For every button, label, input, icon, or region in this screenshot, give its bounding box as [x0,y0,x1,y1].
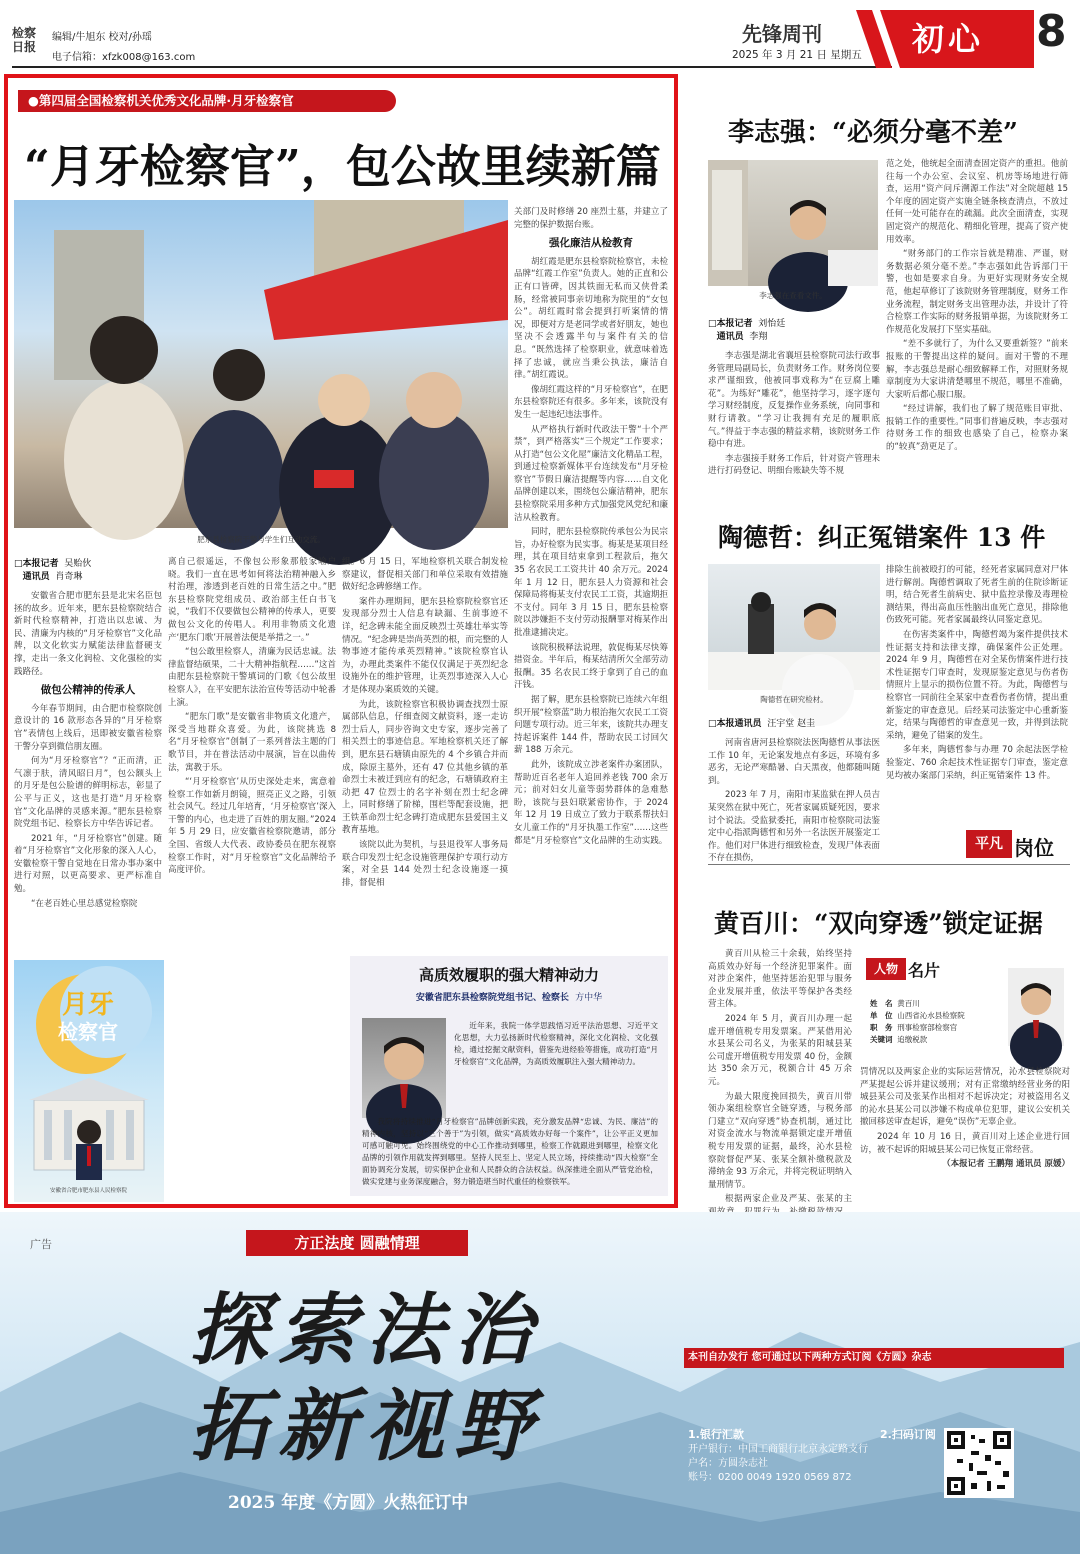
byline-label: □本报记者 [14,559,59,569]
paragraph: 何为“月牙检察官”？“正而清，正气凛于肤，清风昭日月”，包公额头上的月牙是包公脸谱的鲜明标志，彰显了公平与正义，这也是打造“月牙检察官”文化品牌的灵感来源。”肥东县检察院党组书记、检察长方中华告诉记者。 [14,756,162,830]
quote-title: 高质效履职的强大精神动力 [418,966,599,984]
paragraph: 从严格执行新时代政法干警“十个严禁”，到严格落实“三个规定”工作要求；从打造“包公文化屋”廉洁文化精品工程，到通过检察新媒体平台连续发布“月牙检察官”节假日廉洁提醒等内容……自文化品牌创建以来，围绕包公廉洁精神，肥东县检察院采用多种方式加强党风党纪和廉洁从检教育。 [514,424,668,523]
subheading: 做包公精神的传承人 [40,684,136,697]
page-header [0,0,1080,72]
tao-byline [708,718,880,731]
paragraph: 近年来，我院一体学思践悟习近平法治思想、习近平文化思想，大力弘扬新时代检察精神，深化文化润检、文化强检，通过挖掘文献资料，借鉴先进经验等措施，成功打造“月牙检察官”文化品牌，为高质效履职注入强大精神动力。 [454,1021,658,1066]
feature-photo-caption: 肥东县检察院干警与学生们互动交流。 [197,535,325,544]
paragraph: 安徽省合肥市肥东县是北宋名臣包拯的故乡。近年来，肥东县检察院结合新时代检察精神，打造出以忠诚、为民、清廉为内核的“月牙检察官”文化品牌，以文化软实力赋能法律监督硬支撑，走出一条文化润检、文化强检的实践路径。 [14,591,162,677]
quote-subtitle [350,990,668,1003]
paragraph: 2023 年 7 月，南阳市某监狱在押人员吉某突然在狱中死亡，死者家属质疑死因，要求讨个说法。受监狱委托，南阳市检察院司法鉴定中心指派陶德哲和另外一名法医开展鉴定工作。他们对尸体进行细致检查，发现尸体表面不存在损伤， [708,790,880,864]
ad-calligraphy-2: 拓新视野 [190,1381,543,1472]
card-title-text: 名片 [908,961,941,980]
byline-name: 肖奇琳 [55,572,83,582]
li-column-left [708,316,880,500]
feature-column-d [342,556,508,956]
card-value: 山西省沁水县检察院 [897,1011,965,1020]
subheading: 强化廉洁从检教育 [549,237,633,250]
li-column-right [886,158,1068,500]
byline-name: 李翔 [749,332,768,342]
byline-name: 刘怡廷 [758,319,786,329]
quote-author: 方中华 [575,993,603,1003]
moon-prosecutor-poster [14,960,164,1202]
paragraph: 河南省唐河县检察院法医陶德哲从事法医工作 10 年，无论案发地点有多远，环境有多恶劣，无论严寒酷暑、白天黑夜，他都随叫随到。 [708,738,880,786]
paragraph: 2021 年，“月牙检察官”创建。随着“月牙检察官”文化形象的深入人心，安徽检察干警自觉地在日常办事办案中进行对照，以更高要求、更严标准自勉。 [14,833,162,895]
poster-line1: 月牙 [62,990,115,1020]
tao-column-right [886,564,1068,826]
paragraph: 此外，该院成立涉老案件办案团队，帮助近百名老年人追回养老钱 700 余万元；前对妇女儿童等弱势群体的急难愁盼，该院与县妇联紧密协作，于 2024 年 12 月 19 日成立了致力于联系帮扶妇女儿童工作的“月牙执墨工作室”……这些都是“月牙检察官”文化品牌的生动实践。 [514,759,668,846]
byline-label: 通讯员 [22,572,50,582]
huang-column-right [860,1066,1070,1192]
card-row [870,1022,1010,1034]
feature-photo [14,200,508,528]
paragraph: 像胡红霞这样的“月牙检察官”，在肥东县检察院还有很多。多年来，该院没有发生一起违纪违法事件。 [514,384,668,420]
author-portrait [362,1018,446,1118]
ad-slogan-bar [246,1230,468,1256]
li-story-title: 李志强：“必须分毫不差” [728,118,1018,148]
bank-name: 开户银行：中国工商银行北京永定路支行 [688,1444,868,1455]
section-name: 先锋周刊 [742,22,822,46]
feature-column-a [514,206,668,966]
li-byline [708,318,880,344]
paragraph: 我院将持续推进“月牙检察官”品牌创新实践，充分激发品牌“忠诚、为民、廉洁”的精神内核，坚持以“三个善于”为引领，做实“高质效办好每一个案件”，让公平正义更加可感可触可见。始终围绕党的中心工作推动到哪里，检察工作就跟进到哪里，检察文化品牌的引领作用就发挥到哪里。坚持人民至上、坚定人民立场，持续推动“四大检察”全面协调充分发展，切实保护企业和人民群众的合法权益。纵深推进全面从严管党治检，做实党建与业务深度融合，努力锻造堪当时代重任的检察铁军。 [362,1117,658,1186]
poster-footer: 安徽省合肥市肥东县人民检察院 [50,1188,128,1194]
card-row [870,1034,1010,1046]
court-building-icon [14,1070,164,1202]
card-title-red: 人物 [866,958,906,980]
paragraph: 根据两家企业及严某、张某的主 [725,1194,852,1205]
paragraph: 在伤害类案件中，陶德哲竭为案件提供技术性证据支持和法律支撑，确保案件公正处理。2024 年 9 月，陶德哲在对全某伤情案件进行技术性证据专门审查时，发现原鉴定意见与伤者伤情照片上显示的损伤位置不符。为此，陶德哲与检察官一同前往全某家中查看伤者伤情，提出重新鉴定的审查意见。后经某司法鉴定中心重新鉴定，结果与陶德哲的审查意见一致，并得到法院采纳，避免了错案的发生。 [886,629,1068,741]
pingfan-tag-text: 岗位 [1014,836,1054,860]
card-value: 刑事检察部检察官 [897,1023,958,1032]
card-row [870,1010,1010,1022]
feature-column-c [168,556,336,956]
bottom-advertisement [0,1212,1080,1554]
ad-campaign: 2025 年度《方圆》火热征订中 [228,1493,469,1513]
paragraph: 该院以此为契机，与县退役军人事务局联合印发烈士纪念设施管理保护专项行动方案，对全县 144 处烈士纪念设施逐一摸排，督促相 [342,840,508,888]
feature-byline [14,558,162,584]
ad-tag: 广告 [30,1238,52,1251]
paragraph: 李志强是湖北省襄垣县检察院司法行政事务管理局副局长，负责财务工作。财务岗位要求严谨细致，他被同事戏称为“在豆腐上雕花”。为练好“雕花”，他坚持学习，逐字逐句学习财经制度，反复操作业务系统，向同事和财行请教。“学习让我拥有充足的履职底气。”得益于李志强的精益求精，该院财务工作稳中有进。 [708,351,880,450]
paragraph: 关部门及时修缮 20 座烈士墓，并建立了完整的保护数据台账。 [514,207,668,230]
paragraph: 2024 年 5 月，黄百川办理一起虚开增值税专用发票案。严某借用沁水县某公司名义，为张某的阳城县某公司虚开增值税专用发票 40 份，金额达 350 余万元，税额合计 45 万余元。 [708,1013,852,1087]
card-label: 职 务 [870,1023,893,1032]
paragraph: 多年来，陶德哲参与办理 70 余起法医学检验鉴定、760 余起技术性证据专门审查，鉴定意见均被办案部门采纳，纠正冤错案件 13 件。 [886,745,1068,781]
kicker-text: ●第四届全国检察机关优秀文化品牌·月牙检察官 [28,93,294,108]
paragraph: “在老百姓心里总感觉检察院 [31,898,138,909]
paragraph: 李志强接手财务工作后，针对资产管理未进行打码登记、明细台账缺失等不规 [708,453,880,477]
subscribe-head-bar [684,1348,1064,1368]
qr-code-icon[interactable] [944,1428,1014,1498]
paragraph: “财务部门的工作宗旨就是精准、严谨，财务数据必须分毫不差。”李志强如此告诉部门干警，也如是要求自身。为更好实现财务安全规范，他起草修订了该院财务管理制度，财务工作业务流程，制定财务支出管理办法，并设计了符合检察工作实际的财务报销单据，为该院财务工作规范化发展打下坚实基础。 [886,249,1068,335]
subscribe-head: 本刊自办发行 您可通过以下两种方式订阅《方圆》杂志 [688,1352,932,1363]
feature-kicker [18,90,396,112]
card-label: 姓 名 [870,999,893,1008]
quote-body-wide [362,1116,658,1192]
story-credit: （本报记者 王鹏翔 通讯员 原媛） [942,1159,1070,1170]
huang-column-left [708,948,852,1204]
card-row [870,998,1010,1010]
card-label: 关键词 [870,1035,893,1044]
pingfan-tag [966,828,1070,862]
editors-line: 编辑/牛旭东 校对/孙瑶 [52,32,152,43]
paragraph: “‘月牙检察官’从历史深处走来，寓意着检察工作如新月朗镜，照亮正义之路，引领社会风气。经过几年培育，‘月牙检察官’深入干警的内心，也走进了百姓的朋友圈。”2024 年 5 月 29 日，应安徽省检察院邀请，部分全国、省级人大代表、政协委员在肥东视察检察工作时，对“月牙检察官”文化品牌给予高度评价。 [168,777,336,876]
paragraph: 据了解，肥东县检察院已连续六年组织开展“检察蓝”助力根治拖欠农民工工资问题专项行动。近三年来，该院共办理支持起诉案件 144 件，帮助农民工讨回欠薪 188 万余元。 [514,694,668,756]
paragraph: 案件办理期间，肥东县检察院检察官还发现部分烈士人信息有缺漏、生前事迹不详，纪念碑未能全面反映烈士英雄壮举实等情况。“纪念碑是崇尚英烈的根，而完整的人物事迹才能传承英烈精神。”该院检察官认为，办理此类案件不能仅仅满足于英烈纪念设施外在的维护管理，让英烈事迹深入人心才是体现办案质效的关键。 [342,596,508,695]
pingfan-tag-red: 平凡 [966,830,1012,858]
paragraph: 该院积极释法说理，敦促梅某尽快筹措资金。半年后，梅某结清所欠全部劳动报酬。35 名农民工终于拿到了自己的血汗钱。 [514,642,668,691]
paragraph: 组。6 月 15 日，军地检察机关联合制发检察建议，督促相关部门和单位采取有效措施做好纪念碑修缮工作。 [342,557,508,593]
huang-portrait [1008,968,1064,1046]
card-value: 黄百川 [897,999,920,1008]
feature-column-b [14,556,162,956]
paragraph: “包公敢里检察人，清廉为民话忠诚。法律监督结硕果，二十大精神指航程……”这首由肥东县检察院干警填词的门歌《包公故里检察人》，在平安肥东法治宣传等活动中轮番上演。 [168,647,336,708]
paragraph: 范之处，他统起全面清查固定资产的重担。他前往每一个办公室、会议室、机房等场地进行筛查，运用“资产问斥溯源工作法”对全院超越 15 个年度的固定资产实施全链条核查清点，不放过任何一处可能存在的疏漏。此次全面清查，实现固定资产的规范化、精细化管理，提高了资产使用效率。 [886,159,1068,245]
paragraph: 排除生前被殴打的可能，经死者家属同意对尸体进行解剖。陶德哲调取了死者生前的住院诊断证明，结合死者生前病史、狱中监控录像及毒理检测结果，得出高血压性脑出血死亡意见，排除他伤致死可能。死者家属最终认同鉴定意见。 [886,565,1068,626]
huang-story-title: 黄百川：“双向穿透”锁定证据 [714,909,1043,938]
paragraph: 黄百川从检三十余载，始终坚持高质效办好每一个经济犯罪案件。面对涉企案件，他坚持惩治犯罪与服务企业发展并重，依法平等保护各类经营主体。 [708,949,852,1010]
li-photo [708,160,878,286]
byline-label: 通讯员 [716,332,744,342]
paragraph: 为最大限度挽回损失，黄百川带领办案组检察官全链穿透，与税务部门建立“双向穿透”协查机制，通过比对资金流水与物流单据锁定虚开增值税专用发票的证据，最终，沁水县检察院督促严某、张某全额补缴税款及滞纳金 93 万余元，并将完税证明纳入量刑情节。 [708,1091,852,1190]
feature-title: “月牙检察官”，包公故里续新篇 [24,140,661,193]
account-number: 账号：0200 0049 1920 0569 872 [688,1472,852,1483]
card-value: 追缴税款 [897,1035,928,1044]
byline-label: □本报记者 [708,319,753,329]
account-name: 户名：方圆杂志社 [688,1458,768,1469]
card-fields [870,998,1010,1046]
tao-column-left [708,716,880,902]
paragraph: 为此，该院检察官积极协调查找烈士原属部队信息，仔细查阅文献资料，逐一走访烈士后人，同步咨询文史专家，逐步完善了相关烈士的事迹信息。军地检察机关还了解到，肥东县石塘镇由原先的 4 个乡镇合并而成，除原主墓外，还有 47 位其他乡镇的革命烈士未被迁到应有的纪念，石塘镇政府主动把 47 位烈士的名字补刻在烈士纪念碑上，同时修缮了阶梯，围栏等配套设施，把王铁革命烈士纪念碑打造成肥东县爱国主义教育基地。 [342,699,508,836]
byline-name: 吴贻伙 [64,559,92,569]
paragraph: “肥东门歌”是安徽省非物质文化遗产，深受当地群众喜爱。为此，该院挑选 8 名“月牙检察官”创制了一系列普法主题的门歌节目，并在普法活动中展演，旨在以曲传法，寓教于乐。 [168,712,336,773]
ad-calligraphy-1: 探索法治 [190,1285,543,1376]
byline-label: □本报通讯员 [708,719,762,729]
paragraph: “经过讲解，我们也了解了规范账目审批、报销工作的重要性。”同事们普遍反映，李志强对待财务工作的细致也感染了自己，检察办案的“较真”劲更足了。 [886,404,1068,453]
poster-line2: 检察官 [58,1020,118,1044]
quote-position: 安徽省肥东县检察院党组书记、检察长 [415,993,569,1003]
newspaper-logo: 检察日报 [12,26,37,54]
subscribe-method-2: 2.扫码订阅 [880,1428,936,1441]
subscribe-method-1: 1.银行汇款 [688,1428,744,1441]
ad-slogan: 方正法度 圆融情理 [294,1234,420,1252]
paragraph: 罚情况以及两家企业的实际运营情况，沁水县检察院对严某提起公诉并建议缓刑；对有正常缴纳经营业务的阳城县某公司及张某作出相对不起诉决定；对被盗用名义的沁水县某公司以涉嫌不构成单位犯罪，建议公安机关撤回移送审查起诉，避免“误伤”无辜企业。 [860,1067,1070,1128]
column-name: 初心 [912,20,985,58]
byline-name: 汪宇堂 赵圭 [767,719,816,729]
right-divider [708,864,1070,865]
tao-photo-caption: 陶德哲在研究检材。 [760,695,828,704]
students-illustration [14,200,508,528]
quote-box [350,956,668,1196]
paragraph: 离自己很遥远，不像包公形象那般家喻户晓。我们一直在思考如何将法治精神融入乡村治理，渗透到老百姓的日常生活之中。”肥东县检察院党组成员、政治部主任白书飞说，“我们不仅要做包公精神的传承人，更要做包公文化的传唱人。利用非物质文化遗产‘肥东门歌’开展普法便是举措之一。” [168,557,336,643]
email-line: 电子信箱：xfzk008@163.com [52,52,196,63]
paragraph: “差不多就行了，为什么又要重新签？”前来报账的干警提出这样的疑问。面对干警的不理解，李志强总是耐心细致解释工作，对照财务规章制度为大家讲清楚哪里不规范，哪里不准确，大家听后都心服口服。 [886,339,1068,400]
page-number: 8 [1036,6,1067,57]
tao-story-title: 陶德哲：纠正冤错案件 13 件 [718,523,1046,552]
paragraph: 今年春节期间，由合肥市检察院创意设计的 16 款形态各异的“月牙检察官”表情包上线后，迅即被安徽省检察干警分享到微信朋友圈。 [14,703,162,752]
paragraph: 胡红霞是肥东县检察院检察官，未检品牌“红霞工作室”负责人。她的正直和公正有口皆碑，因其铁面无私而又侠骨柔肠，经常被同事亲切地称为院里的“女包公”。胡红霞时常会提到打听案情的情况，即便对方是老同学或者好朋友，她也坚决不会透露半句与案件有关的信息。“既然选择了检察职业，就意味着选择了忠诚，就应当秉公执法，廉洁自律。”胡红霞说。 [514,256,668,381]
paragraph: 2024 年 10 月 16 日，黄百川对上述企业进行回访，被不起诉的阳城县某公司已恢复正常经营。 [860,1131,1070,1155]
tao-photo [708,564,880,690]
paragraph: 同时，肥东县检察院传承包公为民宗旨，办好检察为民实事。梅某是某项目经理，其在项目结束拿到工程款后，拖欠 35 名农民工工资共计 40 余万元。2024 年 1 月 12 日，肥东县人力资源和社会保障局将梅某支付农民工工资，其逾期拒不支付。同年 3 月 15 日，肥东县检察院以涉嫌拒不支付劳动报酬罪对梅某作出批准逮捕决定。 [514,527,668,638]
issue-date: 2025 年 3 月 21 日 星期五 [732,49,862,61]
header-rule [12,66,892,68]
card-label: 单 位 [870,1011,893,1020]
li-photo-caption: 李志强在查看文件。 [759,291,827,300]
profile-card [860,952,1070,1062]
